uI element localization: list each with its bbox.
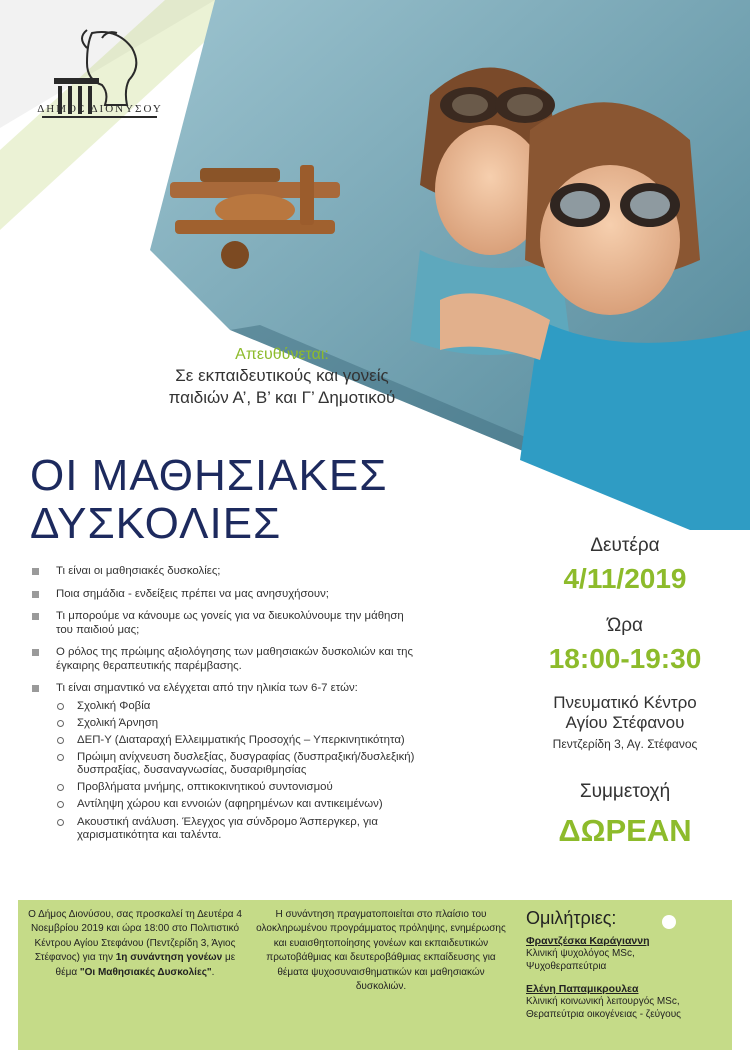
- sub-topic-item: [56, 734, 498, 748]
- circle-bullet-icon: [57, 703, 64, 710]
- event-date: 4/11/2019: [563, 563, 687, 594]
- title-line1: ΟΙ ΜΑΘΗΣΙΑΚΕΣ: [30, 451, 388, 500]
- invitation-text-end: .: [211, 966, 215, 978]
- circle-bullet-icon: [57, 819, 64, 826]
- invitation-text-b: με θέμα: [55, 952, 236, 978]
- sub-topic-text: ΔΕΠ-Υ (Διαταραχή Ελλειμματικής Προσοχής – Υπερκινητικότητα): [77, 733, 405, 746]
- speakers-title: Ομιλήτριες:: [526, 908, 617, 928]
- square-bullet-icon: [32, 568, 39, 575]
- invitation-topic: "Οι Μαθησιακές Δυσκολίες": [79, 966, 212, 978]
- topic-item: [28, 588, 498, 602]
- invitation-meeting: 1η συνάντηση γονέων: [115, 952, 223, 964]
- topic-text: Τι μπορούμε να κάνουμε ως γονείς για να διευκολύνουμε την μάθηση του παιδιού μας;: [56, 610, 404, 636]
- invitation-text: [26, 908, 244, 980]
- logo-text: ΔΗΜΟΣ ΔΙΟΝΥΣΟΥ: [37, 103, 163, 115]
- program-description: Η συνάντηση πραγματοποιείται στο πλαίσιο του ολοκληρωμένου προγράμματος πρόληψης, ενημέρωσης και ευαισθητοποίησης γονέων και εκπαιδευτικών πρωτοβάθμιας και δευτεροβάθμιας εκπαίδευσης για θέματα ψυχοσυναισθηματικών και μαθησιακών δυσκολιών.: [256, 909, 506, 993]
- topic-text: Τι είναι οι μαθησιακές δυσκολίες;: [56, 565, 221, 577]
- speaker-name: Ελένη Παπαμικρουλεα: [526, 983, 639, 995]
- square-bullet-icon: [32, 685, 39, 692]
- title-line2: ΔΥΣΚΟΛΙΕΣ: [30, 499, 282, 548]
- participation-free: ΔΩΡΕΑΝ: [558, 813, 692, 848]
- event-info: [510, 535, 740, 849]
- topic-item: [28, 682, 498, 843]
- sub-topic-item: [56, 781, 498, 795]
- circle-bullet-icon: [57, 720, 64, 727]
- sub-topic-item: [56, 751, 498, 778]
- page-title: [30, 452, 387, 548]
- invitation-text-a: Ο Δήμος Διονύσου, σας προσκαλεί τη Δευτέρα 4 Νοεμβρίου 2019 και ώρα 18:00 στο Πολιτιστικό Κέντρου Αγίου Στεφάνου (Πεντζερίδη 3, Άγιος Στέφανος) για την: [28, 909, 242, 964]
- topic-text: Τι είναι σημαντικό να ελέγχεται από την ηλικία των 6-7 ετών:: [56, 682, 358, 694]
- speaker-role: Κλινική κοινωνική λειτουργός MSc,: [526, 996, 680, 1007]
- audience-line2: παιδιών Α’, Β’ και Γ’ Δημοτικού: [168, 388, 396, 407]
- day-label: Δευτέρα: [590, 535, 660, 556]
- topic-item: [28, 565, 498, 579]
- sub-topic-item: [56, 717, 498, 731]
- audience-line1: Σε εκπαιδευτικούς και γονείς: [175, 366, 389, 385]
- venue-address: Πεντζερίδη 3, Αγ. Στέφανος: [552, 737, 698, 751]
- circle-bullet-icon: [57, 737, 64, 744]
- speaker-role: Ψυχοθεραπεύτρια: [526, 961, 607, 972]
- sub-topic-text: Σχολική Φοβία: [77, 699, 151, 712]
- speaker-role: Κλινική ψυχολόγος MSc,: [526, 948, 635, 959]
- sub-topic-item: [56, 700, 498, 714]
- event-time: 18:00-19:30: [548, 643, 702, 674]
- audience-block: [112, 345, 452, 409]
- venue-line1: Πνευματικό Κέντρο: [553, 693, 697, 712]
- participation-label: Συμμετοχή: [579, 781, 671, 802]
- circle-bullet-icon: [57, 801, 64, 808]
- square-bullet-icon: [32, 591, 39, 598]
- topic-text: Ποια σημάδια - ενδείξεις πρέπει να μας ανησυχήσουν;: [56, 587, 329, 600]
- sub-topic-item: [56, 798, 498, 812]
- circle-bullet-icon: [57, 754, 64, 761]
- square-bullet-icon: [32, 613, 39, 620]
- sub-topics-list: [56, 700, 498, 843]
- sub-topic-text: Σχολική Άρνηση: [77, 716, 159, 729]
- topic-item: [28, 646, 498, 673]
- time-label: Ώρα: [606, 615, 644, 636]
- circle-bullet-icon: [57, 784, 64, 791]
- topic-text: Ο ρόλος της πρώιμης αξιολόγησης των μαθησιακών δυσκολιών και της έγκαιρης θεραπευτικής παρέμβασης.: [56, 646, 413, 672]
- topic-item: [28, 610, 498, 637]
- sub-topic-item: [56, 816, 498, 843]
- speakers-block: [520, 908, 730, 1021]
- topics-list: [28, 565, 498, 852]
- sub-topic-text: Αντίληψη χώρου και εννοιών (αφηρημένων και αντικειμένων): [77, 798, 383, 811]
- square-bullet-icon: [32, 649, 39, 656]
- speaker-role: Θεραπεύτρια οικογένειας - ζεύγους: [526, 1009, 681, 1020]
- sub-topic-text: Πρώιμη ανίχνευση δυσλεξίας, δυσγραφίας (δυσπραξική/δυσλεξική) δυσπραξίας, δυσαναγνωσίας, δυσαριθμησίας: [77, 750, 415, 777]
- speaker-name: Φραντζέσκα Καράγιαννη: [526, 935, 650, 947]
- audience-label: Απευθύνεται:: [235, 346, 329, 363]
- venue-line2: Αγίου Στέφανου: [565, 713, 685, 732]
- sub-topic-text: Ακουστική ανάλυση. Έλεγχος για σύνδρομο Άσπεργκερ, για χαρισματικότητα και ταλέντα.: [77, 815, 378, 842]
- sub-topic-text: Προβλήματα μνήμης, οπτικοκινητικού συντονισμού: [77, 781, 333, 794]
